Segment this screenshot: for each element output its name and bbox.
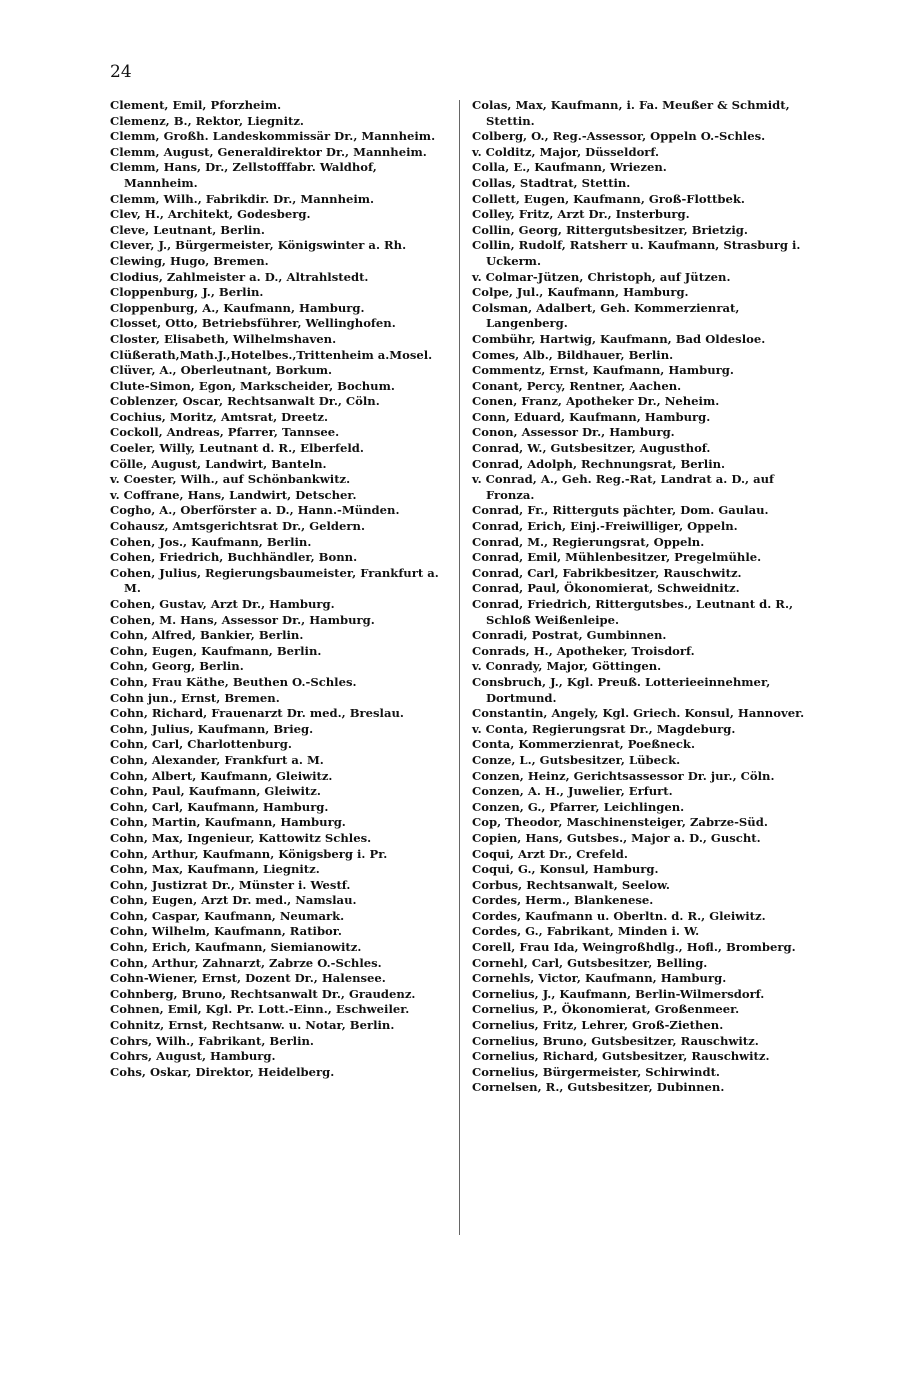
directory-entry: Cohn, Julius, Kaufmann, Brieg. bbox=[110, 721, 314, 736]
directory-entry: Cohn, Albert, Kaufmann, Gleiwitz. bbox=[110, 768, 333, 783]
directory-entry: Cohn, Carl, Charlottenburg. bbox=[110, 737, 292, 752]
directory-entry: Conrad, Paul, Ökonomierat, Schweidnitz. bbox=[472, 581, 740, 596]
directory-entry: Cohn, Alfred, Bankier, Berlin. bbox=[110, 628, 304, 643]
directory-entry: Conon, Assessor Dr., Hamburg. bbox=[472, 425, 675, 440]
directory-entry: Cohen, Jos., Kaufmann, Berlin. bbox=[110, 534, 312, 549]
directory-entry: Conant, Percy, Rentner, Aachen. bbox=[472, 378, 682, 393]
directory-entry: Cockoll, Andreas, Pfarrer, Tannsee. bbox=[110, 425, 340, 440]
directory-entry: Cohen, Friedrich, Buchhändler, Bonn. bbox=[110, 550, 358, 565]
directory-entry: Clodius, Zahlmeister a. D., Altrahlstedt. bbox=[110, 269, 369, 284]
directory-entry: Cohrs, Wilh., Fabrikant, Berlin. bbox=[110, 1033, 314, 1048]
directory-entry: Cohnitz, Ernst, Rechtsanw. u. Notar, Berlin. bbox=[110, 1018, 395, 1033]
directory-entry: v. Coester, Wilh., auf Schönbankwitz. bbox=[110, 472, 351, 487]
directory-entry: Cohn, Carl, Kaufmann, Hamburg. bbox=[110, 799, 329, 814]
directory-entry: v. Conrad, A., Geh. Reg.-Rat, Landrat a. D., auf Fronza. bbox=[472, 472, 774, 502]
page-number: 24 bbox=[110, 62, 132, 82]
directory-entry: Cohn, Paul, Kaufmann, Gleiwitz. bbox=[110, 784, 321, 799]
directory-entry: Clev, H., Architekt, Godesberg. bbox=[110, 207, 311, 222]
directory-entry: Conrad, W., Gutsbesitzer, Augusthof. bbox=[472, 441, 711, 456]
directory-entry: Cornehls, Victor, Kaufmann, Hamburg. bbox=[472, 971, 727, 986]
directory-entry: Cohn, Wilhelm, Kaufmann, Ratibor. bbox=[110, 924, 342, 939]
directory-entry: Conrad, Emil, Mühlenbesitzer, Pregelmühle. bbox=[472, 550, 762, 565]
left-column bbox=[110, 98, 450, 1080]
directory-entry: Conrad, Fr., Ritterguts pächter, Dom. Gaulau. bbox=[472, 503, 769, 518]
directory-entry: Colberg, O., Reg.-Assessor, Oppeln O.-Schles. bbox=[472, 129, 766, 144]
directory-entry: Cornelius, Bruno, Gutsbesitzer, Rauschwitz. bbox=[472, 1033, 759, 1048]
directory-entry: Clemm, Wilh., Fabrikdir. Dr., Mannheim. bbox=[110, 191, 375, 206]
directory-entry: Cornelius, Bürgermeister, Schirwindt. bbox=[472, 1064, 720, 1079]
directory-entry: Cohn, Georg, Berlin. bbox=[110, 659, 244, 674]
directory-entry: Collett, Eugen, Kaufmann, Groß-Flottbek. bbox=[472, 191, 745, 206]
directory-entry: v. Colmar-Jützen, Christoph, auf Jützen. bbox=[472, 269, 731, 284]
directory-entry: Clement, Emil, Pforzheim. bbox=[110, 98, 282, 112]
directory-entry: Conzen, Heinz, Gerichtsassessor Dr. jur., Cöln. bbox=[472, 768, 775, 783]
directory-entry: Collas, Stadtrat, Stettin. bbox=[472, 175, 631, 190]
directory-entry: Clüßerath,Math.J.,Hotelbes.,Trittenheim a.Mosel. bbox=[110, 347, 433, 362]
directory-entry: Cornelius, J., Kaufmann, Berlin-Wilmersdorf. bbox=[472, 986, 765, 1001]
directory-entry: Closset, Otto, Betriebsführer, Wellinghofen. bbox=[110, 316, 396, 331]
directory-entry: Colla, E., Kaufmann, Wriezen. bbox=[472, 160, 667, 175]
directory-entry: Consbruch, J., Kgl. Preuß. Lotterieeinnehmer, Dortmund. bbox=[472, 674, 771, 705]
directory-entry: Conrad, M., Regierungsrat, Oppeln. bbox=[472, 534, 705, 549]
directory-entry: Cornelsen, R., Gutsbesitzer, Dubinnen. bbox=[472, 1080, 725, 1095]
directory-entry: Cop, Theodor, Maschinensteiger, Zabrze-Süd. bbox=[472, 815, 768, 830]
directory-entry: Cohn, Justizrat Dr., Münster i. Westf. bbox=[110, 877, 351, 892]
directory-entry: Collin, Rudolf, Ratsherr u. Kaufmann, Strasburg i. Uckerm. bbox=[472, 238, 801, 268]
directory-entry: Cohen, M. Hans, Assessor Dr., Hamburg. bbox=[110, 612, 375, 627]
directory-entry: Coeler, Willy, Leutnant d. R., Elberfeld. bbox=[110, 441, 364, 456]
directory-entry: Cloppenburg, J., Berlin. bbox=[110, 285, 264, 300]
directory-entry: Constantin, Angely, Kgl. Griech. Konsul, Hannover. bbox=[472, 706, 805, 721]
directory-entry: Cordes, Kaufmann u. Oberltn. d. R., Gleiwitz. bbox=[472, 908, 766, 923]
directory-entry: Cohn, Richard, Frauenarzt Dr. med., Breslau. bbox=[110, 706, 404, 721]
directory-entry: Cölle, August, Landwirt, Banteln. bbox=[110, 456, 327, 471]
directory-entry: Coqui, Arzt Dr., Crefeld. bbox=[472, 846, 628, 861]
directory-entry: Clemm, Hans, Dr., Zellstofffabr. Waldhof, Mannheim. bbox=[110, 160, 377, 190]
directory-entry: Clute-Simon, Egon, Markscheider, Bochum. bbox=[110, 378, 395, 393]
column-divider bbox=[459, 100, 460, 1235]
directory-entry: Cohausz, Amtsgerichtsrat Dr., Geldern. bbox=[110, 519, 365, 534]
directory-entry: Colas, Max, Kaufmann, i. Fa. Meußer & Schmidt, Stettin. bbox=[472, 98, 790, 128]
directory-entry: Cohs, Oskar, Direktor, Heidelberg. bbox=[110, 1064, 335, 1079]
directory-entry: Cohn, Alexander, Frankfurt a. M. bbox=[110, 752, 324, 767]
directory-entry: Cohn, Erich, Kaufmann, Siemianowitz. bbox=[110, 940, 362, 955]
directory-entry: Cohen, Gustav, Arzt Dr., Hamburg. bbox=[110, 597, 335, 611]
directory-entry: Conrad, Adolph, Rechnungsrat, Berlin. bbox=[472, 456, 726, 471]
directory-entry: Conta, Kommerzienrat, Poeßneck. bbox=[472, 737, 696, 752]
directory-entry: Conen, Franz, Apotheker Dr., Neheim. bbox=[472, 394, 720, 409]
directory-entry: Conzen, G., Pfarrer, Leichlingen. bbox=[472, 799, 685, 814]
directory-entry: Cordes, G., Fabrikant, Minden i. W. bbox=[472, 924, 700, 939]
directory-entry: Cohn, Max, Kaufmann, Liegnitz. bbox=[110, 862, 320, 877]
directory-entry: Colley, Fritz, Arzt Dr., Insterburg. bbox=[472, 207, 690, 222]
directory-entry: Corell, Frau Ida, Weingroßhdlg., Hofl., Bromberg. bbox=[472, 940, 796, 955]
directory-entry: Closter, Elisabeth, Wilhelmshaven. bbox=[110, 331, 337, 346]
directory-entry: Cloppenburg, A., Kaufmann, Hamburg. bbox=[110, 300, 365, 315]
directory-entry: Colsman, Adalbert, Geh. Kommerzienrat, Langenberg. bbox=[472, 300, 740, 331]
directory-entry: Conrad, Carl, Fabrikbesitzer, Rauschwitz. bbox=[472, 565, 742, 580]
directory-entry: Corbus, Rechtsanwalt, Seelow. bbox=[472, 877, 670, 892]
directory-entry: Cochius, Moritz, Amtsrat, Dreetz. bbox=[110, 409, 329, 424]
directory-entry: Combühr, Hartwig, Kaufmann, Bad Oldesloe. bbox=[472, 331, 766, 346]
directory-entry: Cohrs, August, Hamburg. bbox=[110, 1049, 276, 1064]
directory-entry: Cohn, Arthur, Zahnarzt, Zabrze O.-Schles. bbox=[110, 955, 382, 970]
directory-entry: Clewing, Hugo, Bremen. bbox=[110, 253, 269, 268]
directory-entry: Cogho, A., Oberförster a. D., Hann.-Münden. bbox=[110, 503, 400, 518]
directory-entry: Conrad, Friedrich, Rittergutsbes., Leutnant d. R., Schloß Weißenleipe. bbox=[472, 597, 794, 627]
directory-entry: Cohn, Arthur, Kaufmann, Königsberg i. Pr. bbox=[110, 846, 388, 861]
directory-entry: Cornelius, Richard, Gutsbesitzer, Rauschwitz. bbox=[472, 1049, 770, 1064]
directory-entry: v. Colditz, Major, Düsseldorf. bbox=[472, 144, 660, 159]
directory-entry: Clemenz, B., Rektor, Liegnitz. bbox=[110, 113, 304, 128]
directory-entry: Cornehl, Carl, Gutsbesitzer, Belling. bbox=[472, 955, 708, 970]
directory-entry: Conradi, Postrat, Gumbinnen. bbox=[472, 628, 667, 643]
directory-entry: Cohn, Frau Käthe, Beuthen O.-Schles. bbox=[110, 674, 357, 689]
directory-entry: Cornelius, Fritz, Lehrer, Groß-Ziethen. bbox=[472, 1018, 724, 1033]
directory-entry: Colpe, Jul., Kaufmann, Hamburg. bbox=[472, 285, 689, 300]
directory-entry: Cohn, Eugen, Arzt Dr. med., Namslau. bbox=[110, 893, 357, 908]
directory-entry: Cohn, Eugen, Kaufmann, Berlin. bbox=[110, 643, 322, 658]
directory-entry: Cornelius, P., Ökonomierat, Großenmeer. bbox=[472, 1002, 740, 1017]
directory-entry: Clever, J., Bürgermeister, Königswinter a. Rh. bbox=[110, 238, 407, 253]
directory-entry: Clüver, A., Oberleutnant, Borkum. bbox=[110, 363, 333, 378]
directory-entry: Cohnberg, Bruno, Rechtsanwalt Dr., Graudenz. bbox=[110, 986, 416, 1001]
directory-entry: Cordes, Herm., Blankenese. bbox=[472, 893, 654, 908]
directory-entry: Copien, Hans, Gutsbes., Major a. D., Guscht. bbox=[472, 830, 761, 845]
directory-entry: Clemm, August, Generaldirektor Dr., Mannheim. bbox=[110, 144, 427, 159]
directory-entry: Conze, L., Gutsbesitzer, Lübeck. bbox=[472, 752, 681, 767]
directory-entry: Cohn, Caspar, Kaufmann, Neumark. bbox=[110, 908, 345, 923]
directory-entry: v. Conrady, Major, Göttingen. bbox=[472, 659, 662, 674]
directory-entry: Cohen, Julius, Regierungsbaumeister, Frankfurt a. M. bbox=[110, 565, 439, 596]
directory-entry: Commentz, Ernst, Kaufmann, Hamburg. bbox=[472, 363, 734, 378]
directory-entry: v. Coffrane, Hans, Landwirt, Detscher. bbox=[110, 487, 357, 502]
directory-entry: v. Conta, Regierungsrat Dr., Magdeburg. bbox=[472, 721, 736, 736]
directory-entry: Cohnen, Emil, Kgl. Pr. Lott.-Einn., Eschweiler. bbox=[110, 1002, 410, 1017]
directory-entry: Collin, Georg, Rittergutsbesitzer, Brietzig. bbox=[472, 222, 748, 237]
right-column bbox=[472, 98, 812, 1096]
directory-entry: Cohn, Max, Ingenieur, Kattowitz Schles. bbox=[110, 830, 372, 845]
directory-entry: Coqui, G., Konsul, Hamburg. bbox=[472, 862, 659, 877]
directory-entry: Cohn jun., Ernst, Bremen. bbox=[110, 690, 280, 705]
directory-entry: Coblenzer, Oscar, Rechtsanwalt Dr., Cöln. bbox=[110, 394, 380, 409]
directory-entry: Conn, Eduard, Kaufmann, Hamburg. bbox=[472, 409, 711, 424]
directory-entry: Conrads, H., Apotheker, Troisdorf. bbox=[472, 643, 695, 658]
directory-entry: Conzen, A. H., Juwelier, Erfurt. bbox=[472, 784, 673, 799]
directory-entry: Comes, Alb., Bildhauer, Berlin. bbox=[472, 347, 674, 362]
directory-entry: Cohn-Wiener, Ernst, Dozent Dr., Halensee. bbox=[110, 971, 386, 986]
directory-entry: Cleve, Leutnant, Berlin. bbox=[110, 222, 265, 237]
directory-entry: Conrad, Erich, Einj.-Freiwilliger, Oppeln. bbox=[472, 519, 738, 534]
directory-entry: Cohn, Martin, Kaufmann, Hamburg. bbox=[110, 815, 346, 830]
directory-entry: Clemm, Großh. Landeskommissär Dr., Mannheim. bbox=[110, 129, 436, 144]
